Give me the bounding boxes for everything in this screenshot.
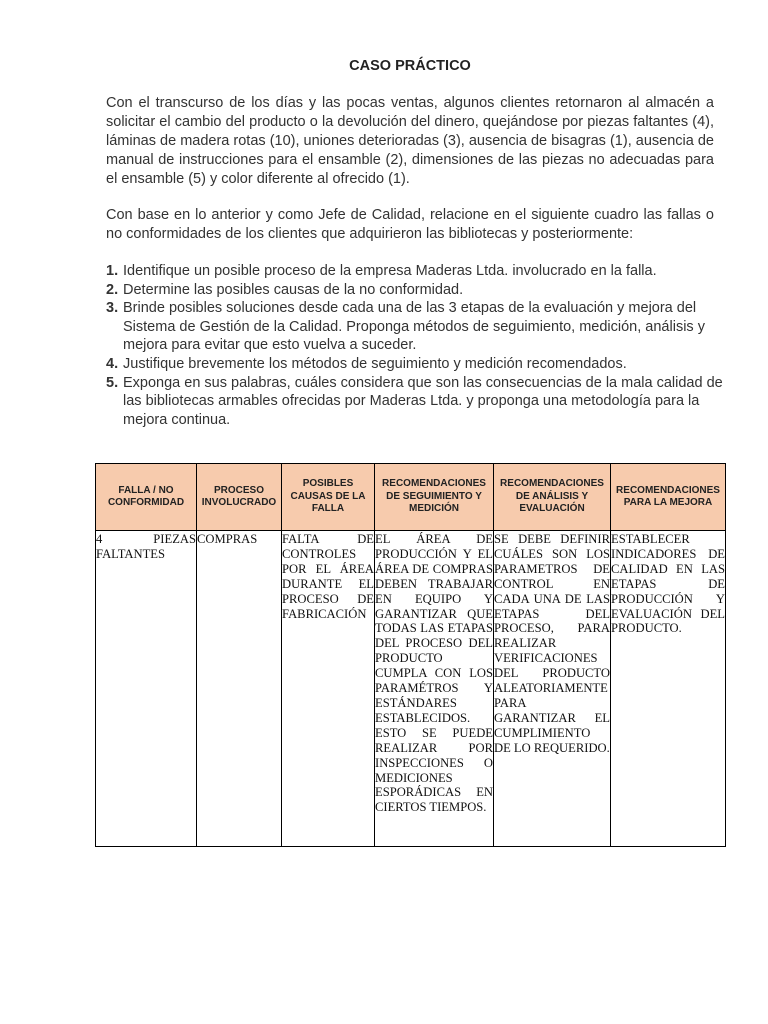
task-text: Justifique brevemente los métodos de seguimiento y medición recomendados. (123, 355, 627, 372)
instruction-paragraph: Con base en lo anterior y como Jefe de Calidad, relacione en el siguiente cuadro las fallas o no conformidades de los clientes que adquirieron las bibliotecas y posteriormente: (106, 207, 714, 242)
cell-seguimiento: EL ÁREA DE PRODUCCIÓN Y EL ÁREA DE COMPRAS DEBEN TRABAJAR EN EQUIPO Y GARANTIZAR QUE TODAS LAS ETAPAS DEL PROCESO DEL PRODUCTO CUMPLA CON LOS PARAMÉTROS Y ESTÁNDARES ESTABLECIDOS. ESTO SE PUEDE REALIZAR POR INSPECCIONES O MEDICIONES ESPORÁDICAS EN CIERTOS TIEMPOS. (375, 531, 494, 847)
task-number: 3. (106, 300, 119, 317)
header-mejora: RECOMENDACIONES PARA LA MEJORA (611, 464, 726, 531)
header-falla: FALLA / NO CONFORMIDAD (96, 464, 197, 531)
cell-mejora: ESTABLECER INDICADORES DE CALIDAD EN LAS ETAPAS DE PRODUCCIÓN Y EVALUACIÓN DEL PRODUCTO. (611, 531, 726, 847)
page-title: CASO PRÁCTICO (349, 58, 471, 74)
cell-proceso: COMPRAS (197, 531, 282, 847)
task-number: 5. (106, 374, 119, 391)
intro-paragraph: Con el transcurso de los días y las pocas ventas, algunos clientes retornaron al almacén a solicitar el cambio del producto o la devolución del dinero, quejándose por piezas faltantes (4), láminas de madera rotas (10), uniones deterioradas (3), ausencia de bisagras (1), ausencia de manual de instrucciones para el ensamble (2), dimensiones de las piezas no adecuadas para el ensamble (5) y color diferente al ofrecido (1). (106, 95, 714, 187)
task-number: 4. (106, 355, 119, 372)
task-text: Determine las posibles causas de la no conformidad. (123, 281, 464, 298)
header-analisis: RECOMENDACIONES DE ANÁLISIS Y EVALUACIÓN (494, 464, 611, 531)
task-text: Exponga en sus palabras, cuáles considera que son las consecuencias de la mala calidad de las bibliotecas armables ofrecidas por Maderas Ltda. y proponga una metodología para la mejora continua. (123, 374, 723, 428)
table-row (96, 531, 726, 847)
task-number: 1. (106, 263, 119, 279)
task-text: Identifique un posible proceso de la empresa Maderas Ltda. involucrado en la falla. (123, 263, 657, 279)
task-item (106, 374, 726, 430)
header-proceso: PROCESO INVOLUCRADO (197, 464, 282, 531)
task-list (106, 262, 726, 429)
task-item (106, 262, 726, 281)
header-seguimiento: RECOMENDACIONES DE SEGUIMIENTO Y MEDICIÓN (375, 464, 494, 531)
cell-analisis: SE DEBE DEFINIR CUÁLES SON LOS PARAMETROS DE CONTROL EN CADA UNA DE LAS ETAPAS DEL PROCESO, PARA REALIZAR VERIFICACIONES DEL PRODUCTO ALEATORIAMENTE PARA GARANTIZAR EL CUMPLIMIENTO DE LO REQUERIDO. (494, 531, 611, 847)
task-item (106, 281, 726, 300)
task-number: 2. (106, 281, 119, 298)
table-header-row (96, 464, 726, 531)
cell-causas: FALTA DE CONTROLES POR EL ÁREA DURANTE EL PROCESO DE FABRICACIÓN (282, 531, 375, 847)
header-causas: POSIBLES CAUSAS DE LA FALLA (282, 464, 375, 531)
nonconformity-table (95, 463, 726, 847)
cell-falla: 4 PIEZAS FALTANTES (96, 531, 197, 847)
task-item (106, 355, 726, 374)
task-text: Brinde posibles soluciones desde cada una de las 3 etapas de la evaluación y mejora del Sistema de Gestión de la Calidad. Proponga métodos de seguimiento, medición, análisis y mejora para evitar que esto vuelva a suceder. (123, 300, 705, 354)
task-item (106, 299, 726, 355)
